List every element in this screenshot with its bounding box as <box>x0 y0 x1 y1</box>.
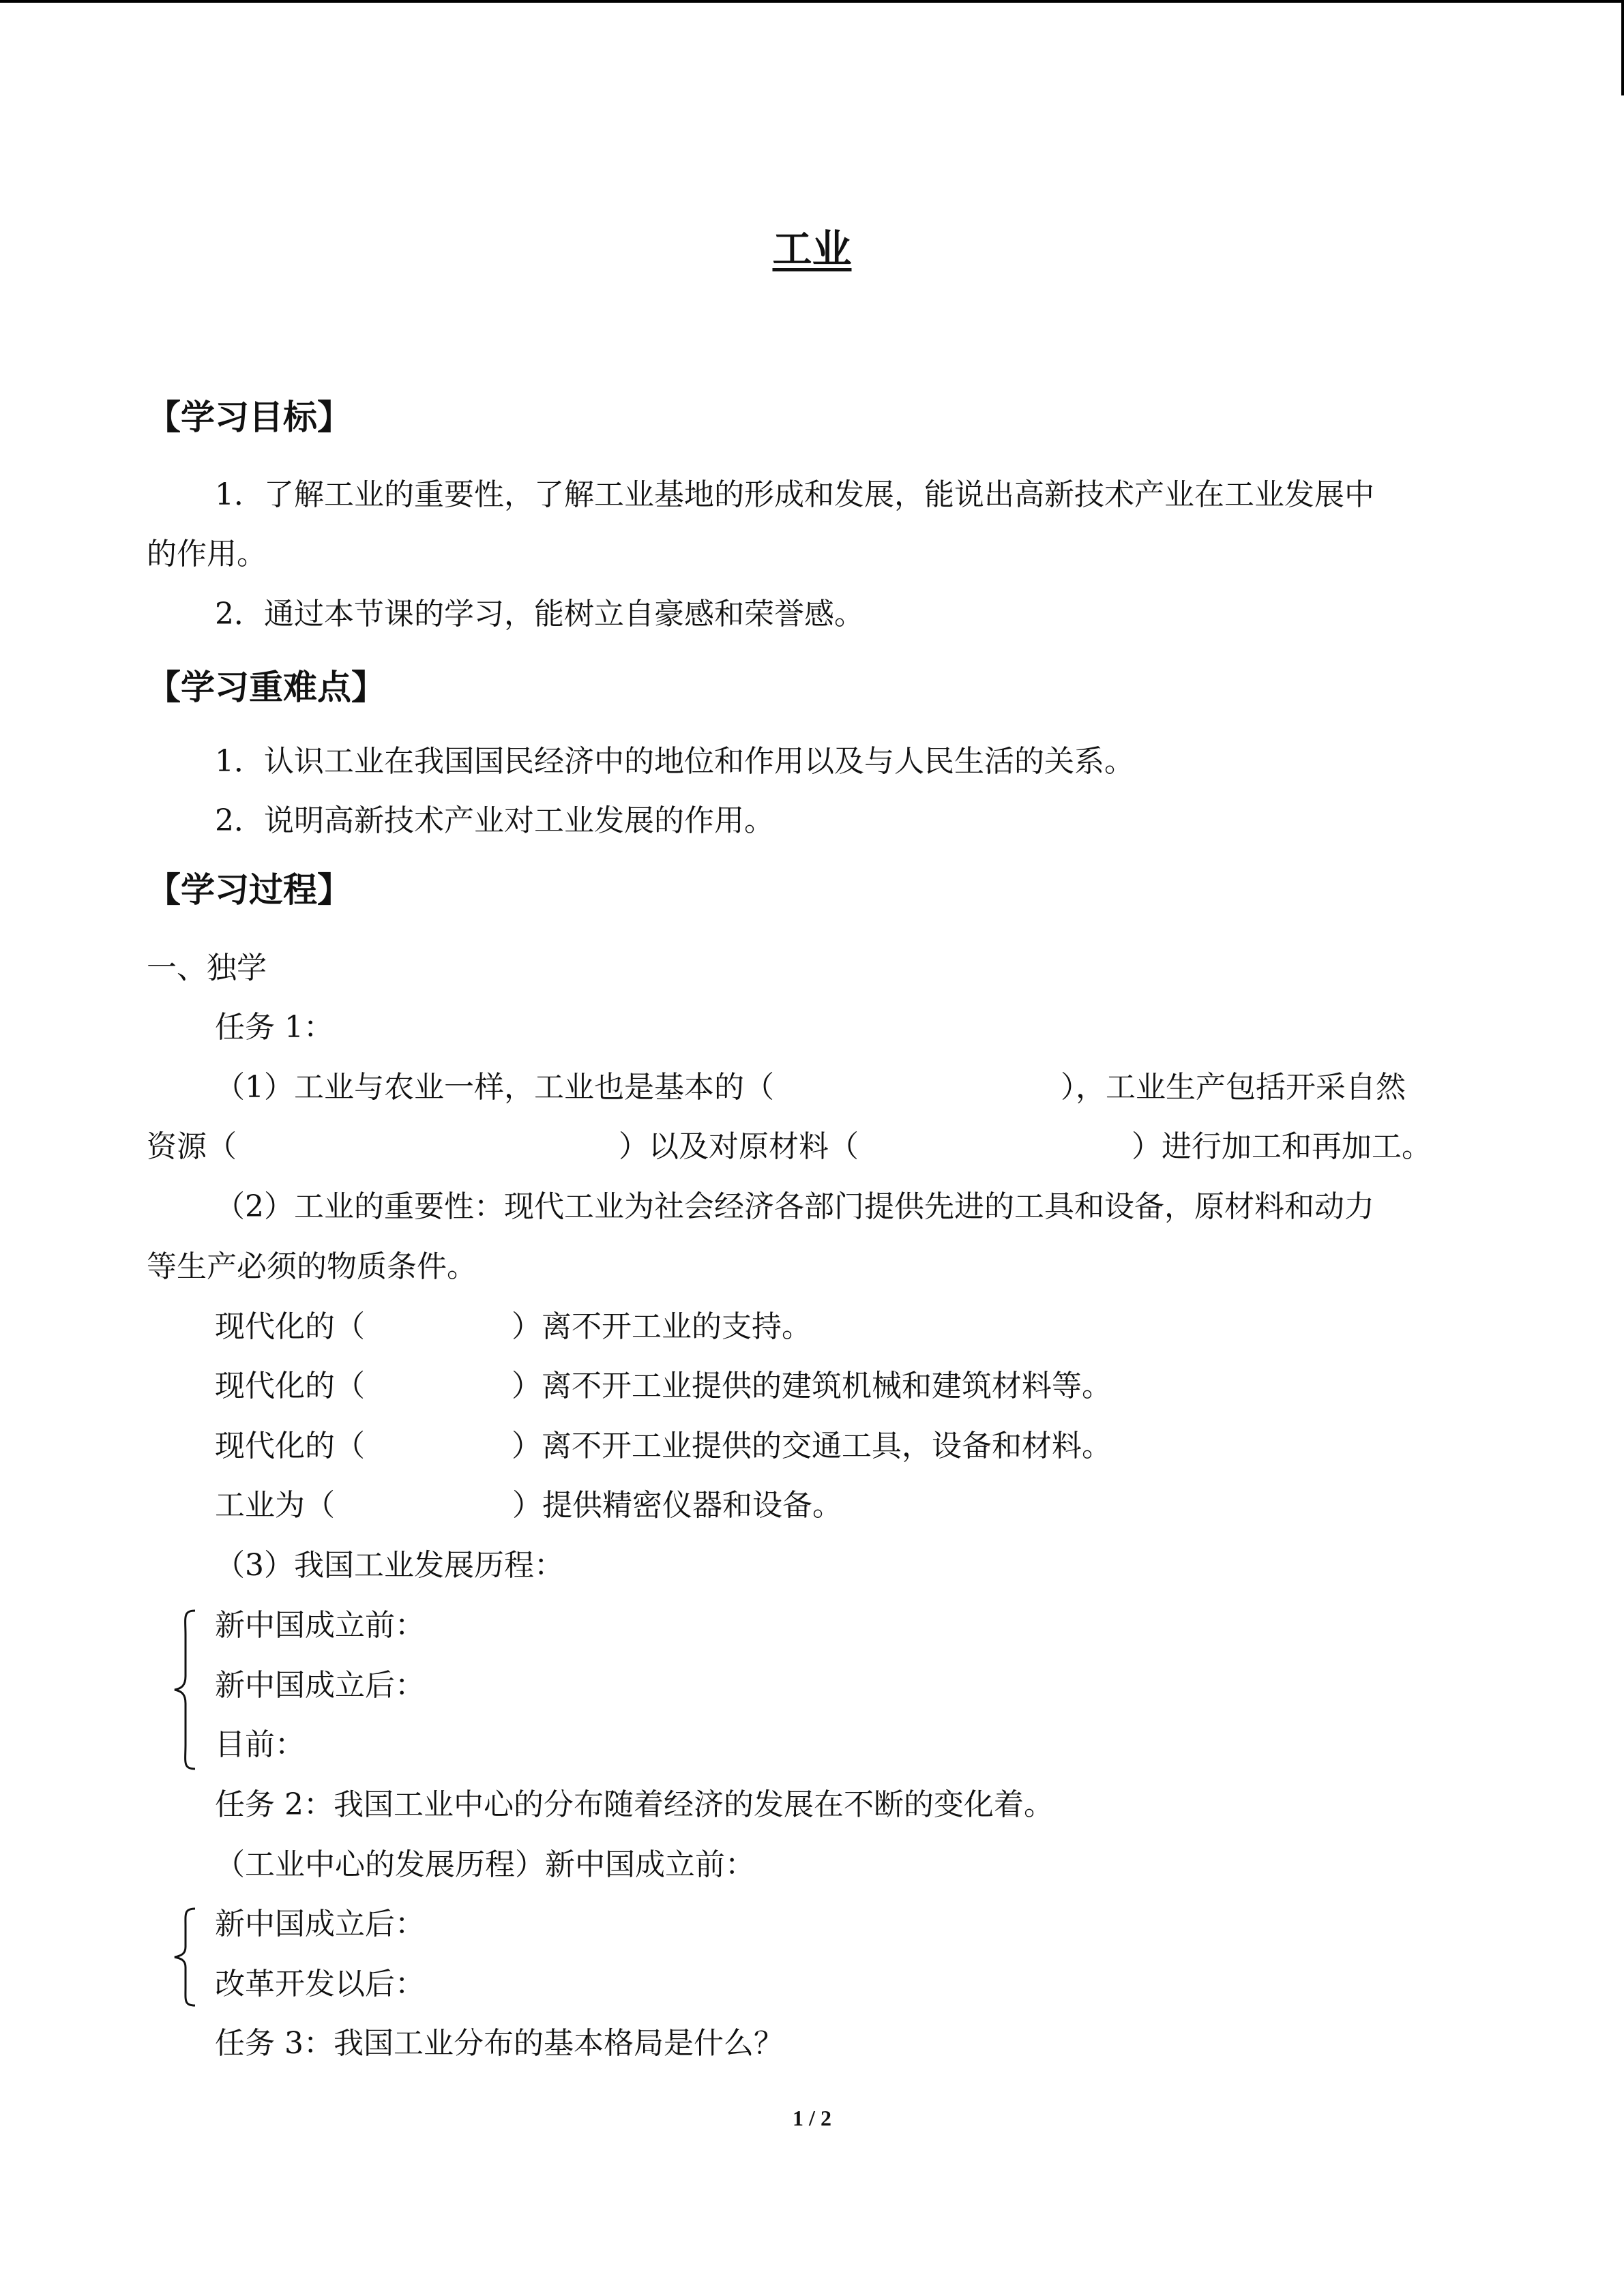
question-2-line-1: （2）工业的重要性：现代工业为社会经济各部门提供先进的工具和设备，原材料和动力 <box>215 1189 1374 1224</box>
page-title: 工业 <box>772 226 852 272</box>
task-3: 任务 3：我国工业分布的基本格局是什么？ <box>215 2026 784 2061</box>
modern-item-3-prefix: 现代化的（ <box>215 1429 365 1463</box>
modern-item-4 <box>215 1488 842 1523</box>
question-1-line-2 <box>147 1129 1432 1164</box>
modern-item-4-prefix: 工业为（ <box>215 1488 335 1523</box>
right-border-line <box>1621 0 1624 95</box>
modern-item-2-suffix: ）离不开工业提供的建筑机械和建筑材料等。 <box>512 1369 1112 1403</box>
history-item-1: 新中国成立前： <box>215 1608 425 1643</box>
brace-history <box>172 1608 199 1772</box>
page-number: 1 / 2 <box>793 2106 831 2130</box>
question-3: （3）我国工业发展历程： <box>215 1548 564 1583</box>
question-1-line-1 <box>215 1070 1406 1105</box>
task-1-label: 任务 1： <box>215 1010 334 1045</box>
history-item-3: 目前： <box>215 1727 305 1762</box>
question-1-part-c: 资源（ <box>147 1129 237 1164</box>
modern-item-4-suffix: ）提供精密仪器和设备。 <box>512 1488 842 1523</box>
goal-item-1-line-2: 的作用。 <box>147 537 267 571</box>
section-heading-process: 【学习过程】 <box>147 870 351 910</box>
modern-item-1-prefix: 现代化的（ <box>215 1309 365 1344</box>
center-development: （工业中心的发展历程）新中国成立前： <box>215 1847 755 1882</box>
question-2-line-2: 等生产必须的物质条件。 <box>147 1249 477 1284</box>
key-point-2: 2．说明高新技术产业对工业发展的作用。 <box>215 803 774 838</box>
section-heading-goals: 【学习目标】 <box>147 398 351 437</box>
section-heading-key-points: 【学习重难点】 <box>147 668 385 707</box>
modern-item-1 <box>215 1309 812 1344</box>
task-2: 任务 2：我国工业中心的分布随着经济的发展在不断的变化着。 <box>215 1787 1054 1822</box>
modern-item-2 <box>215 1371 1112 1401</box>
part-1-label: 一、独学 <box>147 951 267 985</box>
goal-item-1-line-1: 1．了解工业的重要性，了解工业基地的形成和发展，能说出高新技术产业在工业发展中 <box>215 477 1374 512</box>
question-1-part-d: ）以及对原材料（ <box>619 1129 859 1164</box>
center-after-1: 新中国成立后： <box>215 1907 425 1941</box>
brace-center <box>172 1906 199 2008</box>
modern-item-3-suffix: ）离不开工业提供的交通工具，设备和材料。 <box>512 1429 1112 1463</box>
question-1-part-a: （1）工业与农业一样，工业也是基本的（ <box>215 1070 774 1105</box>
top-border-line <box>0 0 1624 3</box>
question-1-part-e: ）进行加工和再加工。 <box>1132 1129 1432 1164</box>
center-after-2: 改革开发以后： <box>215 1967 425 2001</box>
modern-item-1-suffix: ）离不开工业的支持。 <box>512 1309 812 1344</box>
modern-item-3 <box>215 1431 1112 1461</box>
goal-item-2: 2．通过本节课的学习，能树立自豪感和荣誉感。 <box>215 597 864 631</box>
history-item-2: 新中国成立后： <box>215 1668 425 1703</box>
key-point-1: 1．认识工业在我国国民经济中的地位和作用以及与人民生活的关系。 <box>215 744 1134 779</box>
modern-item-2-prefix: 现代化的（ <box>215 1369 365 1403</box>
question-1-part-b: ），工业生产包括开采自然 <box>1061 1070 1406 1105</box>
